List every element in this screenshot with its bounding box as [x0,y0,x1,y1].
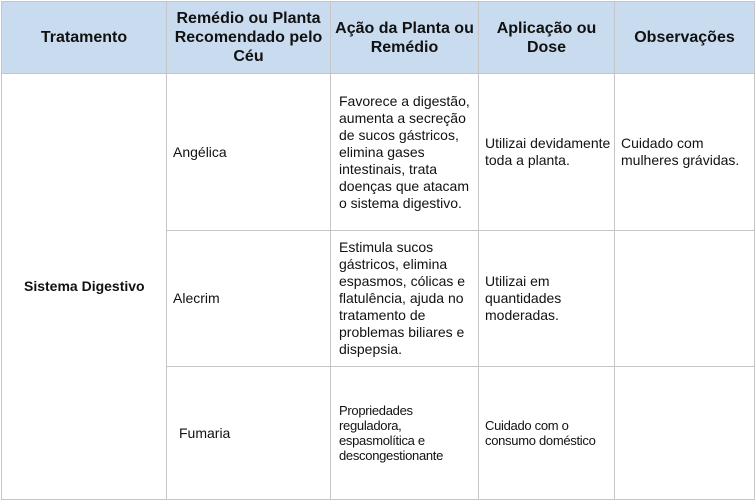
plant-cell: Angélica [167,74,331,231]
dose-cell: Utilizai em quantidades moderadas. [479,231,615,367]
notes-cell [615,231,755,367]
table-row [2,74,755,231]
header-dose: Aplicação ou Dose [479,2,615,74]
header-row [2,2,755,74]
dose-cell: Cuidado com o consumo doméstico [479,367,615,500]
notes-cell [615,367,755,500]
remedies-table [1,1,755,500]
action-cell: Estimula sucos gástricos, elimina espasmos, cólicas e flatulência, ajuda no tratamento de problemas biliares e dispepsia. [331,231,479,367]
header-action: Ação da Planta ou Remédio [331,2,479,74]
header-notes: Observações [615,2,755,74]
action-cell: Favorece a digestão, aumenta a secreção de sucos gástricos, elimina gases intestinais, trata doenças que atacam o sistema digestivo. [331,74,479,231]
header-treatment: Tratamento [2,2,167,74]
notes-cell: Cuidado com mulheres grávidas. [615,74,755,231]
dose-cell: Utilizai devidamente toda a planta. [479,74,615,231]
treatment-cell: Sistema Digestivo [2,74,167,500]
plant-cell: Alecrim [167,231,331,367]
plant-cell: Fumaria [167,367,331,500]
action-cell: Propriedades reguladora, espasmolítica e descongestionante [331,367,479,500]
header-remedy: Remédio ou Planta Recomendado pelo Céu [167,2,331,74]
